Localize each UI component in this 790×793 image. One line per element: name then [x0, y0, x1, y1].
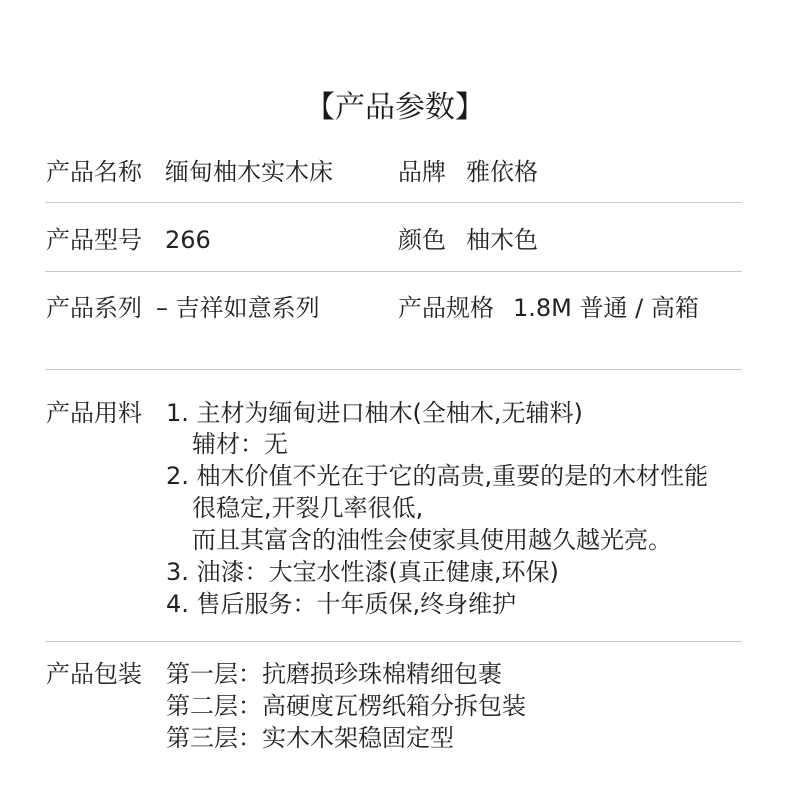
packaging-line: 第一层：抗磨损珍珠棉精细包裹 [166, 660, 502, 688]
materials-line: 1. 主材为缅甸进口柚木(全柚木,无辅料) [166, 399, 583, 427]
divider [45, 202, 742, 203]
materials-line: 辅材：无 [192, 430, 288, 458]
brand-value: 雅依格 [466, 158, 538, 186]
packaging-label: 产品包装 [46, 660, 142, 688]
materials-line: 2. 柚木价值不光在于它的高贵,重要的是的木材性能 [166, 462, 709, 490]
spec-label: 产品规格 [398, 294, 494, 322]
series-value: – 吉祥如意系列 [156, 294, 320, 322]
materials-line: 而且其富含的油性会使家具使用越久越光亮。 [192, 526, 672, 554]
product-name-value: 缅甸柚木实木床 [165, 158, 333, 186]
materials-line: 很稳定,开裂几率很低, [192, 494, 424, 522]
model-value: 266 [165, 226, 211, 254]
page-title: 【产品参数】 [305, 90, 485, 125]
materials-line: 3. 油漆：大宝水性漆(真正健康,环保) [166, 558, 559, 586]
brand-label: 品牌 [398, 158, 446, 186]
packaging-line: 第三层：实木木架稳固定型 [166, 724, 454, 752]
color-value: 柚木色 [466, 226, 538, 254]
model-label: 产品型号 [46, 226, 142, 254]
series-label: 产品系列 [46, 294, 142, 322]
materials-label: 产品用料 [46, 399, 142, 427]
divider [45, 641, 742, 642]
packaging-line: 第二层：高硬度瓦楞纸箱分拆包装 [166, 692, 526, 720]
product-name-label: 产品名称 [46, 158, 142, 186]
divider [45, 271, 742, 272]
color-label: 颜色 [398, 226, 446, 254]
spec-value: 1.8M 普通 / 高箱 [513, 294, 699, 322]
materials-line: 4. 售后服务：十年质保,终身维护 [166, 590, 517, 618]
divider [45, 369, 742, 370]
